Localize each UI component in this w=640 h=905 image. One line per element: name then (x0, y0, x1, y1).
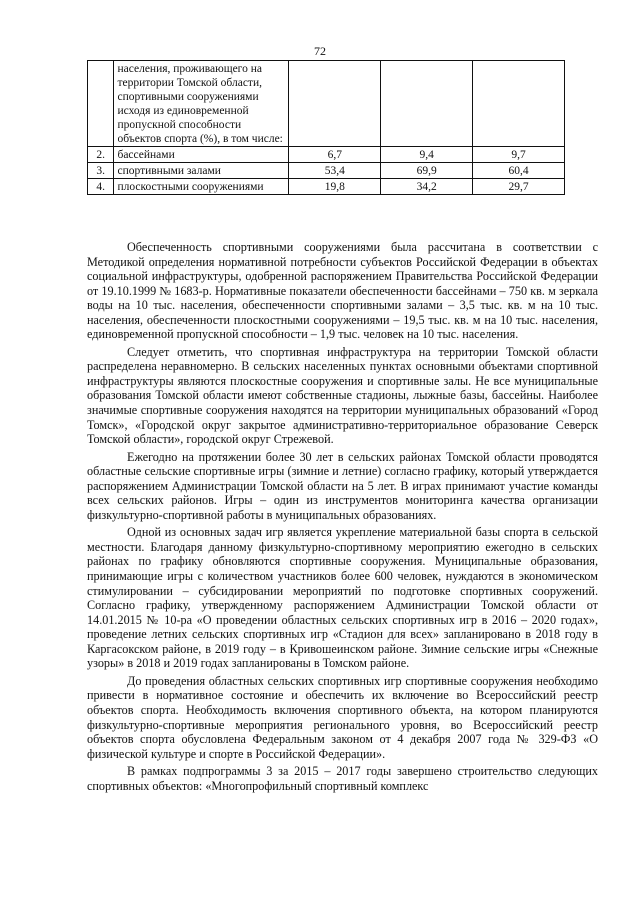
paragraph-rural-games: Ежегодно на протяжении более 30 лет в сельских районах Томской области проводятся областные сельские спортивные игры (зимние и летние) согласно графику, который утверждается распоряжением Администрации Томской области на 5 лет. В играх принимают участие команды всех сельских районов. Игры – один из инструментов мониторинга качества организации физкультурно-спортивной работы в муниципальных образованиях. (87, 449, 598, 522)
value-cell: 69,9 (381, 163, 473, 179)
value-cell: 34,2 (381, 179, 473, 195)
value-cell: 53,4 (289, 163, 381, 179)
paragraph-registry: До проведения областных сельских спортивных игр спортивные сооружения необходимо привести в нормативное состояние и обеспечить их включение во Всероссийский реестр объектов спорта. Необходимость включения спортивного объекта, на котором планируются физкультурно-спортивные мероприятия регионального уровня, во Всероссийский реестр объектов спорта обусловлена Федеральным законом от 4 декабря 2007 года № 329-ФЗ «О физической культуре и спорте в Российской Федерации». (87, 673, 598, 761)
row-label: бассейнами (114, 147, 289, 163)
paragraph-infrastructure: Следует отметить, что спортивная инфраструктура на территории Томской области распределена неравномерно. В сельских населенных пунктах основными объектами спортивной инфраструктуры являются плоскостные сооружения и спортивные залы. Не все муниципальные образования Томской области имеют собственные стадионы, лыжные базы, бассейны. Наиболее значимые спортивные сооружения находятся на территории муниципальных образований «Город Томск», «Городской округ закрытое административно-территориальное образование Северск Томской области», городской округ Стрежевой. (87, 344, 598, 447)
page-number: 72 (314, 44, 326, 58)
row-label: плоскостными сооружениями (114, 179, 289, 195)
value-cell: 6,7 (289, 147, 381, 163)
paragraph-subprogram: В рамках подпрограммы 3 за 2015 – 2017 годы завершено строительство следующих спортивных объектов: «Многопрофильный спортивный комплекс (87, 764, 598, 793)
value-cell: 60,4 (473, 163, 565, 179)
table-row (88, 147, 565, 163)
row-number: 3. (88, 163, 114, 179)
body-text (87, 240, 598, 796)
value-cell: 9,4 (381, 147, 473, 163)
value-cell: 29,7 (473, 179, 565, 195)
value-cell (381, 61, 473, 147)
table-row (88, 61, 565, 147)
value-cell (289, 61, 381, 147)
sports-facilities-table (87, 60, 565, 195)
table-row (88, 163, 565, 179)
paragraph-games-tasks: Одной из основных задач игр является укрепление материальной базы спорта в сельской местности. Благодаря данному физкультурно-спортивному мероприятию ежегодно в сельских районах по графику обновляются спортивные сооружения. Муниципальные образования, принимающие игры с количеством участников более 600 человек, нуждаются в экономическом стимулировании – субсидировании мероприятий по подготовке спортивных сооружений. Согласно графику, утвержденному распоряжением Администрации Томской области от 14.01.2015 № 10-ра «О проведении областных сельских спортивных игр в 2016 – 2020 годах», проведение летних сельских спортивных игр «Стадион для всех» запланировано в 2018 году в Каргасокском районе, в 2019 году – в Кривошеинском районе. Зимние сельские игры «Снежные узоры» в 2018 и 2019 годах запланированы в Томском районе. (87, 525, 598, 671)
value-cell: 9,7 (473, 147, 565, 163)
paragraph-methodology: Обеспеченность спортивными сооружениями была рассчитана в соответствии с Методикой определения нормативной потребности субъектов Российской Федерации в объектах социальной инфраструктуры, одобренной распоряжением Правительства Российской Федерации от 19.10.1999 № 1683-р. Нормативные показатели обеспеченности бассейнами – 750 кв. м зеркала воды на 10 тыс. населения, обеспеченности спортивными залами – 3,5 тыс. кв. м на 10 тыс. населения, обеспеченности плоскостными сооружениями – 19,5 тыс. кв. м на 10 тыс. населения, единовременной пропускной способности – 1,9 тыс. человек на 10 тыс. населения. (87, 240, 598, 342)
row-label: населения, проживающего на территории Томской области, спортивными сооружениями исходя из единовременной пропускной способности объектов спорта (%), в том числе: (114, 61, 289, 147)
row-number: 4. (88, 179, 114, 195)
table-row (88, 179, 565, 195)
value-cell: 19,8 (289, 179, 381, 195)
row-number (88, 61, 114, 147)
row-label: спортивными залами (114, 163, 289, 179)
value-cell (473, 61, 565, 147)
row-number: 2. (88, 147, 114, 163)
